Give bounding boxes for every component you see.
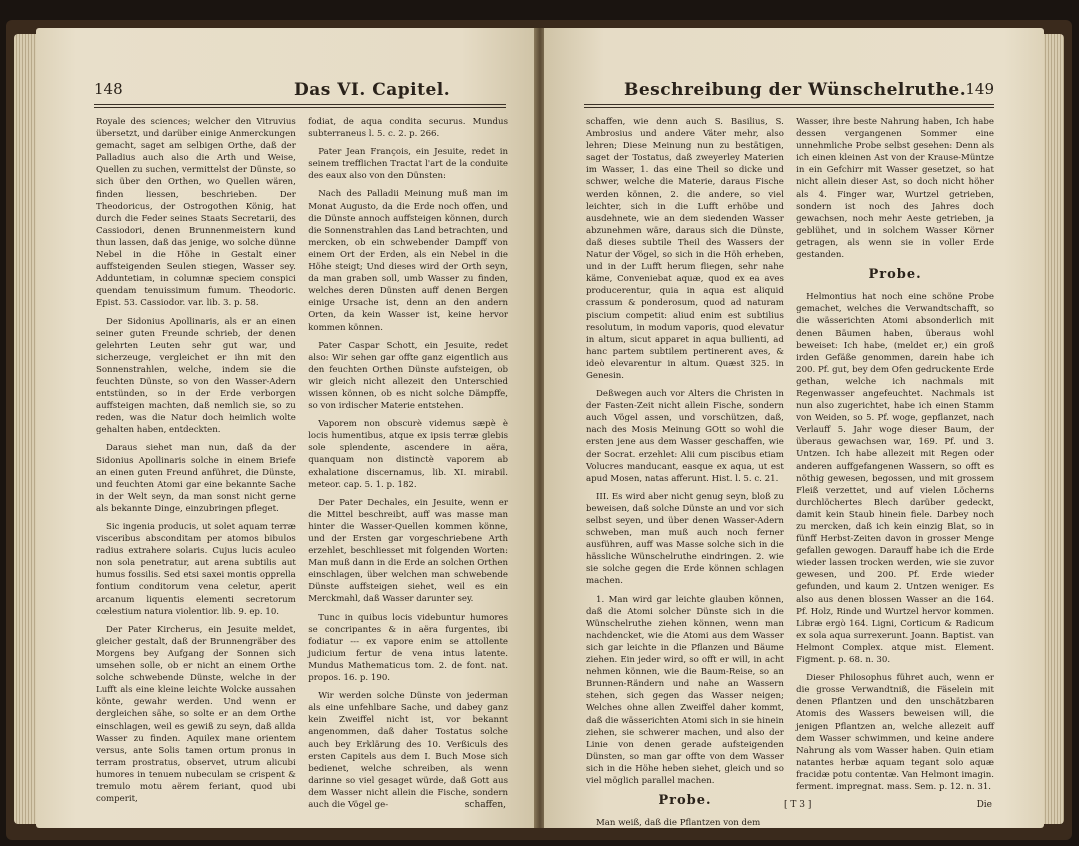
paragraph: Der Pater Kircherus, ein Jesuite meldet, gleicher gestalt, daß der Brunnengräber des Morgens bey Aufgang der Sonnen sich umsehen solle, ob er nicht an einem Orthe solche schwebende Dünste, welche in der Lufft als eine kleine leichte Wolcke aussahen könte, gewahr werden. Und wenn er dergleichen sähe, so solte er an dem Orthe einschlagen, weil es gewiß zu seyn, daß allda Wasser zu finden. Aquilex mane orientem versus, ante Solis tamen ortum pronus in terram prostratus, observet, utrum alicubi humores in tenuem nubeculam se crispent & tremulo motu aërem feriant, quod ubi comperit,: [96, 624, 296, 805]
page-edges-right: [1042, 34, 1064, 824]
text-column-left: [96, 116, 296, 808]
paragraph: Daraus siehet man nun, daß da der Sidonius Apollinaris solche in einem Briefe an einen guten Freund anführet, die Dünste, und feuchten Atomi gar eine bekannte Sache in der Welt seyn, da man sonst nicht gerne als bekannte Dinge, einzubringen pfleget.: [96, 443, 296, 514]
running-title: Das VI. Capitel.: [294, 80, 451, 100]
paragraph: Dieser Philosophus führet auch, wenn er die grosse Verwandtniß, die Fäselein mit denen Pflantzen und den unschätzbaren Atomis des Wassers beweisen will, die jenigen Pflantzen an, welche allezeit auff dem Wasser schwimmen, und keine andere Nahrung als vom Wasser haben. Quin etiam natantes herbæ aquam tegant solo aquæ fracidæ potu contentæ. Van Helmont imagin. ferment. impregnat. mass. Sem. p. 12. n. 31.: [796, 673, 994, 792]
running-title: Beschreibung der Wünschelruthe.: [624, 80, 967, 100]
text-column-right: [796, 116, 994, 808]
book-spread: [6, 20, 1072, 840]
paragraph: fodiat, de aqua condita securus. Mundus subterraneus l. 5. c. 2. p. 266.: [308, 117, 508, 140]
left-page-columns: [96, 116, 508, 808]
header-rule: [94, 107, 506, 108]
page-number: 149: [965, 80, 994, 98]
header-rule: [584, 104, 994, 105]
catchword: Die: [976, 800, 992, 810]
paragraph: Wir werden solche Dünste von jederman als eine unfehlbare Sache, und dabey ganz kein Zweiffel nicht ist, vor bekannt angenommen, daß daher Tostatus solche auch bey Erklärung des 10. Verßiculs des ersten Capitels aus dem I. Buch Mose sich bedienet, welche schreiben, als wenn darinne so viel gesaget würde, daß Gott aus dem Wasser nicht allein die Fische, sondern auch die Vögel ge-: [308, 691, 508, 810]
page-edges-left: [14, 34, 36, 824]
signature-mark: [ T 3 ]: [784, 800, 812, 810]
paragraph: Der Pater Dechales, ein Jesuite, wenn er die Mittel beschreibt, auff was masse man hinter die Wasser-Quellen kommen könne, und der Ersten gar vorgeschriebene Arth erzehlet, beschliesset mit folgenden Worten: Man muß dann in die Erde an solchen Orthen einschlagen, über welchen man schwebende Dünste auffsteigen siehet, weil es ein Merckmahl, daß Wasser darunter sey.: [308, 497, 508, 605]
paragraph: schaffen, wie denn auch S. Basilius, S. Ambrosius und andere Väter mehr, also lehren; Diese Meinung nun zu bestätigen, saget der Tostatus, daß zweyerley Materien im Wasser, 1. das eine Theil so dicke und schwer, welche die Materie, daraus Fische werden können, 2. die andere, so viel leichter, sich in die Lufft erhöbe und ausdehnete, wie an dem siedenden Wasser abzunehmen wäre, daraus sich die Dünste, daß dieses subtile Theil des Wassers der Natur der Vögel, so sich in die Höh erheben, und in der Lufft herum fliegen, sehr nahe käme, Conveniebat aquæ, quod ex ea aves producerentur, quia in aqua est aliquid crassum & ponderosum, quod ad naturam piscium competit: aliud enim est subtilius resolutum, in modum vaporis, quod elevatur in altum, sicut apparet in aqua bullienti, ad hanc partem subtilem pertinerent aves, & ideò elevarentur in altum. Quæst 325. in Genesin.: [586, 117, 784, 381]
left-page-header: [94, 80, 506, 106]
left-page: [36, 28, 536, 828]
header-rule: [94, 104, 506, 105]
paragraph: Pater Jean François, ein Jesuite, redet in seinem trefflichen Tractat l'art de la conduite des eaux also von den Dünsten:: [308, 147, 508, 182]
paragraph: Helmontius hat noch eine schöne Probe gemachet, welches die Verwandtschafft, so die wässerichten Atomi absonderlich mit denen Bäumen haben, überaus wohl beweiset: Ich habe, (meldet er,) ein groß irden Gefäße genommen, darein habe ich 200. Pf. gut, bey dem Ofen gedruckente Erde gethan, welche ich nachmals mit Regenwasser angefeuchtet. Nachmals ist nun also zugerichtet, habe ich einen Stamm von Weiden, so 5. Pf. woge, gepflanzet, nach Verlauff 5. Jahr woge dieser Baum, der überaus gewachsen war, 169. Pf. und 3. Untzen. Ich habe allezeit mit Regen oder anderen auffgefangenen Wassern, so offt es nöthig gewesen, begossen, und mit grossem Fleiß verzettet, und auf vielen Löcherns durchlöchertes Blech darüber gedeckt, damit kein Staub hinein fiele. Darbey noch zu mercken, daß ich kein einzig Blat, so in fünff Herbst-Zeiten davon in grosser Menge gefallen gewogen. Darauff habe ich die Erde wieder lassen trocken werden, wie sie zuvor gewesen, und 200. Pf. Erde wieder gefunden, und kaum 2. Untzen weniger. Es also aus denen blossen Wasser an die 164. Pf. Holz, Rinde und Wurtzel hervor kommen. Libræ ergò 164. Ligni, Corticum & Radicum ex sola aqua surrexerunt. Joann. Baptist. van Helmont Complex. atque mist. Element. Figment. p. 68. n. 30.: [796, 292, 994, 666]
section-heading: Probe.: [868, 267, 922, 283]
paragraph: Vaporem non obscurè videmus sæpè è locis humentibus, atque ex ipsis terræ glebis sole splendente, ascendere in aëra, quanquam non distinctè vaporem ab exhalatione discernamus, lib. XI. mirabil. meteor. cap. 5. 1. p. 182.: [308, 419, 508, 490]
paragraph: Royale des sciences; welcher den Vitruvius übersetzt, und darüber einige Anmerckungen gemacht, saget am selbigen Orthe, daß der Palladius auch also die Arth und Weise, Quellen zu suchen, vermittelst der Dünste, so sich über den Orthen, wo Quellen wären, finden liessen, beschrieben. Der Theodoricus, der Ostrogothen König, hat durch die Feder seines Staats Secretarii, des Cassiodori, denen Brunnenmeistern kund thun lassen, daß das jenige, wo solche dünne Nebel in die Höhe in Gestalt einer auffsteigenden Seulen stiegen, Wasser sey. Adduntetiam, in columnæ speciem conspici quendam tenuissimum fumum. Theodoric. Epist. 53. Cassiodor. var. lib. 3. p. 58.: [96, 117, 296, 309]
catchword: schaffen,: [464, 800, 506, 810]
header-rule: [584, 107, 994, 108]
paragraph: Nach des Palladii Meinung muß man im Monat Augusto, da die Erde noch offen, und die Dünste annoch auffsteigen können, durch die Sonnenstrahlen das Land betrachten, und mercken, ob ein schwebender Dampff von einem Ort der Erden, als ein Nebel in die Höhe steigt; Und dieses wird der Orth seyn, da man graben soll, umb Wasser zu finden, welches deren Dünsten auff denen Bergen einige Ursache ist, denn an den andern Orten, da kein Wasser ist, keine hervor kommen können.: [308, 189, 508, 333]
paragraph: Man weiß, daß die Pflantzen von dem: [596, 818, 761, 829]
paragraph: Der Sidonius Apollinaris, als er an einen seiner guten Freunde schrieb, der denen gelehrten Leuten sehr gut war, und sicherzeuge, vergleichet er ihn mit den Sonnenstrahlen, welche, indem sie die feuchten Dünste, so von den Wasser-Adern entstünden, so in der Erde verborgen auffsteigen machten, daß nemlich sie, so zu reden, was die Natur doch heimlich wolte gehalten haben, entdeckten.: [96, 316, 296, 436]
paragraph: Wasser, ihre beste Nahrung haben, Ich habe dessen vergangenen Sommer eine unnehmliche Probe selbst gesehen: Denn als ich einen kleinen Ast von der Krause-Müntze in ein Gefchirr mit Wasser gesetzet, so hat nicht allein dieser Ast, so doch nicht höher als 4. Finger war, Wurtzel getrieben, sondern ist noch des Jahres doch gewachsen, noch mehr Aeste getrieben, ja geblühet, und in solchem Wasser Körner getragen, als wenn sie in voller Erde gestanden.: [796, 117, 994, 261]
paragraph: III. Es wird aber nicht genug seyn, bloß zu beweisen, daß solche Dünste an und vor sich selbst seyen, und über denen Wasser-Adern schweben, man muß auch noch ferner ausführen, auff was Masse solche sich in die hässliche Wünschelruthe eindringen. 2. wie sie solche gegen die Erde können schlagen machen.: [586, 491, 784, 587]
paragraph: Tunc in quibus locis videbuntur humores se concripantes & in aëra furgentes, ibi fodiatur --- ex vapore enim se attollente judicium fertur de vena intus latente. Mundus Mathematicus tom. 2. de font. nat. propos. 16. p. 190.: [308, 612, 508, 684]
right-page: [544, 28, 1044, 828]
text-column-right: [308, 116, 508, 808]
page-number: 148: [94, 80, 123, 98]
paragraph: Deßwegen auch vor Alters die Christen in der Fasten-Zeit nicht allein Fische, sondern auch Vögel assen, und vorschützen, daß, nach des Mosis Meinung GOtt so wohl die ersten jene aus dem Wasser geschaffen, wie der Socrat. erzehlet: Alii cum piscibus etiam Volucres manducant, easque ex aqua, ut est apud Mosen, natas afferunt. Hist. l. 5. c. 21.: [586, 389, 784, 484]
text-column-left: [586, 116, 784, 829]
paragraph: Sic ingenia producis, ut solet aquam terræ visceribus absconditam per atomos bibulos radius extrahere solaris. Cujus lucis aculeo non sola penetratur, aut arena subtilis aut humus fossilis. Sed etsi saxei montis opprella fontium conditorum vena celetur, aperit arcanum liquentis elementi secretorum cœlestium natura violentior. lib. 9. ep. 10.: [96, 522, 296, 617]
right-page-header: [584, 80, 994, 106]
section-heading: Probe.: [658, 793, 712, 809]
paragraph: Pater Caspar Schott, ein Jesuite, redet also: Wir sehen gar offte ganz eigentlich aus den feuchten Orthen Dünste aufsteigen, ob wir gleich nicht allezeit den Unterschied wissen können, ob es nicht solche Dämpffe, so von irdischer Materie entstehen.: [308, 340, 508, 412]
paragraph: 1. Man wird gar leichte glauben können, daß die Atomi solcher Dünste sich in die Wünschelruthe ziehen können, wenn man nachdencket, wie die Atomi aus dem Wasser sich gar leichte in die Pflanzen und Bäume ziehen. Ein jeder wird, so offt er will, in acht nehmen können, wie die Baum-Reise, so an Brunnen-Rändern und nahe an Wassern stehen, sich gegen das Wasser neigen; Welches ohne allen Zweiffel daher kommt, daß die wässerichten Atomi sich in sie hinein ziehen, sie schwerer machen, und also der Linie von denen gerade aufsteigenden Dünsten, so man gar offte von dem Wasser sich in die Höhe heben siehet, gleich und so viel möglich parallel machen.: [586, 594, 784, 786]
right-page-columns: [586, 116, 994, 829]
